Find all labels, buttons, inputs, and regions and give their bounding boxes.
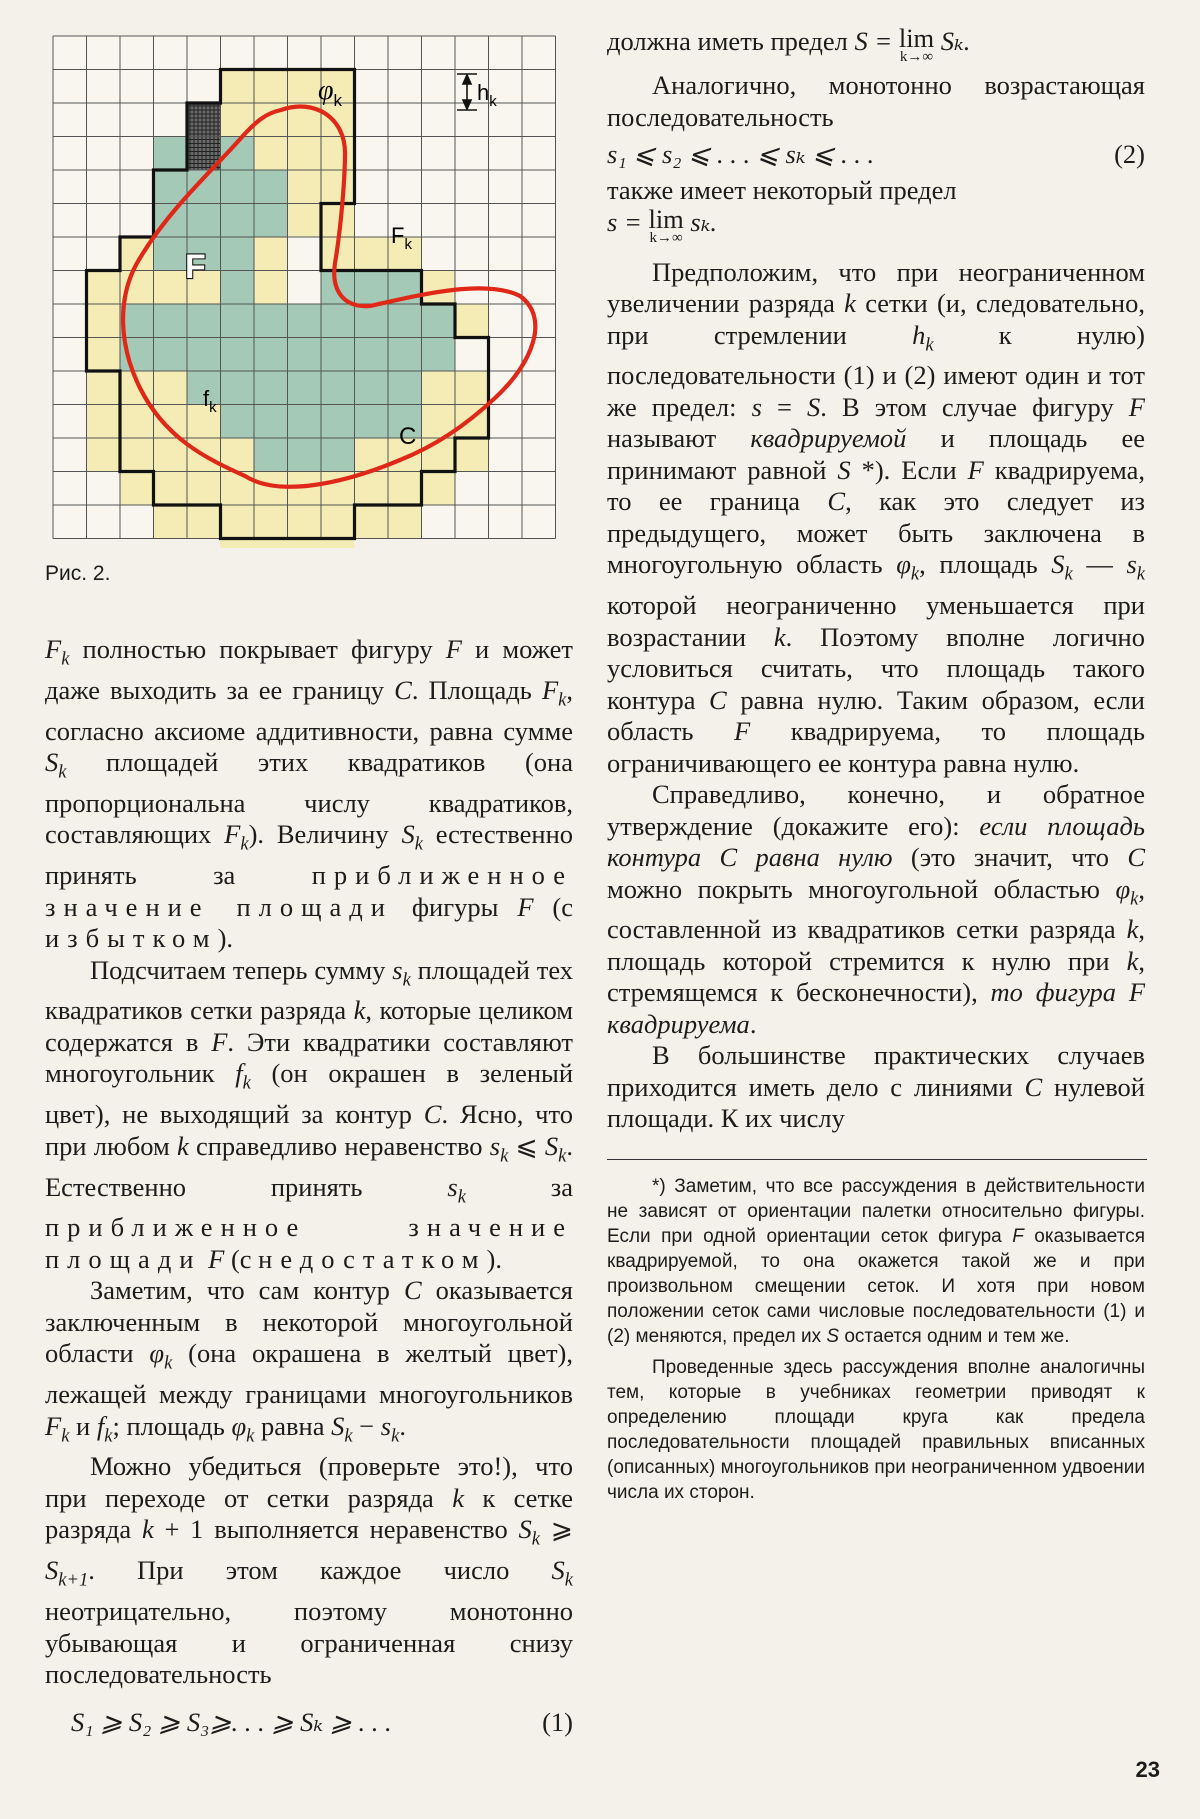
text-segment: k xyxy=(61,648,70,670)
text-segment: k xyxy=(402,968,411,990)
text-segment: можно покрыть многоугольной областью xyxy=(607,873,1116,904)
equation-1-number: (1) xyxy=(542,1706,573,1737)
text-segment: s xyxy=(447,1171,458,1202)
yellow-cell xyxy=(321,137,355,171)
page-number: 23 xyxy=(1135,1757,1160,1782)
text-segment: избытком xyxy=(45,923,218,954)
text-segment: C xyxy=(709,684,727,715)
text-segment: k xyxy=(164,1352,173,1374)
figure-caption: Рис. 2. xyxy=(45,562,111,585)
green-cell xyxy=(355,304,389,338)
green-cell xyxy=(221,304,255,338)
text-segment: φ xyxy=(149,1338,165,1369)
text-segment: s xyxy=(751,391,762,422)
text-segment: за xyxy=(465,1171,573,1202)
text-segment: (он окрашен в зеленый цвет), не выходящий за контур xyxy=(45,1058,574,1130)
footnote xyxy=(607,1174,1145,1349)
text-segment: F xyxy=(224,819,241,850)
label-F: F xyxy=(185,248,206,286)
text-segment: В большинстве практических случаев приходится иметь дело с линиями xyxy=(607,1040,1145,1102)
yellow-cell xyxy=(455,438,489,472)
yellow-cell xyxy=(355,505,389,539)
text: k→∞ xyxy=(899,49,934,65)
text-segment: φ xyxy=(896,549,911,580)
yellow-cell xyxy=(254,505,288,539)
text-segment: . Поэтому вполне логично условиться считать, что площадь такого контура xyxy=(607,621,1145,715)
yellow-cell xyxy=(154,472,188,506)
text-segment: (с xyxy=(533,891,573,922)
yellow-cell xyxy=(187,472,221,506)
text-segment: k xyxy=(452,1482,464,1513)
green-cell xyxy=(288,304,322,338)
text-segment: F xyxy=(517,891,534,922)
text-segment: . xyxy=(399,1410,406,1441)
text-segment: k xyxy=(391,1424,400,1446)
text: sₖ. xyxy=(690,206,718,237)
text-segment: квадрируема, то ее граница xyxy=(607,454,1145,517)
green-cell xyxy=(154,237,188,271)
yellow-cell xyxy=(288,70,322,104)
yellow-cell xyxy=(355,237,389,271)
text-segment: квадрируема, то площадь ограничивающего ее контура равна нулю. xyxy=(607,716,1145,778)
equation-1-formula: S₁ ⩾ S₂ ⩾ S₃⩾. . . ⩾ Sₖ ⩾ . . . xyxy=(71,1706,392,1737)
text-segment: F xyxy=(211,1026,228,1057)
text-segment: f xyxy=(235,1058,243,1089)
green-cell xyxy=(388,371,422,405)
text-segment: k xyxy=(353,995,366,1026)
green-cell xyxy=(288,371,322,405)
green-cell xyxy=(254,371,288,405)
text-segment: k xyxy=(1064,563,1073,585)
right-column xyxy=(607,23,1145,1505)
text-segment: + 1 выполняется неравенство xyxy=(153,1514,519,1545)
text-segment: k xyxy=(344,1424,353,1446)
yellow-cell xyxy=(154,405,188,439)
paragraph-also xyxy=(607,175,1145,245)
yellow-cell xyxy=(221,505,255,539)
text-segment: к сетке разряда xyxy=(45,1482,573,1545)
green-cell xyxy=(254,170,288,204)
text-segment: F xyxy=(967,454,984,485)
equation-2-formula: s₁ ⩽ s₂ ⩽ . . . ⩽ sₖ ⩽ . . . xyxy=(607,139,875,169)
label-F-k: $F_k$ xyxy=(391,223,412,253)
grid-figure xyxy=(45,28,581,548)
text-segment: S xyxy=(807,391,821,422)
yellow-cell xyxy=(321,505,355,539)
text-segment: f xyxy=(96,1410,105,1441)
text-segment: F xyxy=(445,634,462,664)
yellow-cell xyxy=(87,405,121,439)
green-cell xyxy=(355,371,389,405)
text-segment: называют xyxy=(607,423,751,454)
text-segment: F xyxy=(734,716,751,747)
text-segment: k xyxy=(242,1072,251,1094)
green-cell xyxy=(288,405,322,439)
yellow-cell xyxy=(288,204,322,238)
text-segment: F xyxy=(45,1410,62,1441)
green-cell xyxy=(187,204,221,238)
text-segment: (это значит, что xyxy=(892,842,1128,873)
text-segment: равна нулю xyxy=(737,842,893,873)
yellow-cell xyxy=(254,271,288,305)
text-segment: и xyxy=(69,1410,97,1441)
green-cell xyxy=(321,304,355,338)
paragraph xyxy=(45,1275,573,1451)
green-cell xyxy=(288,338,322,372)
green-cell xyxy=(221,237,255,271)
text-segment: ⩽ xyxy=(508,1130,545,1161)
text-segment: s xyxy=(392,954,403,985)
text: также имеет некоторый предел xyxy=(607,175,957,205)
text-segment: полностью покрывает фигуру xyxy=(69,634,446,664)
text-segment: ; площадь xyxy=(112,1410,232,1441)
text: lim xyxy=(898,23,935,53)
text-segment: C xyxy=(423,1099,442,1130)
paragraph xyxy=(45,634,573,955)
text-segment: C xyxy=(1127,842,1145,873)
green-cell xyxy=(221,170,255,204)
green-cell xyxy=(321,371,355,405)
text-segment: C xyxy=(719,842,738,873)
text: Sₖ. xyxy=(940,26,971,56)
text-segment: C xyxy=(394,674,412,705)
text-segment: k xyxy=(58,761,67,783)
text-segment: S xyxy=(837,454,851,485)
limit-line-1 xyxy=(607,23,1145,65)
yellow-cell xyxy=(154,271,188,305)
hatched-cell xyxy=(187,103,221,137)
green-cell xyxy=(355,338,389,372)
text: должна иметь предел xyxy=(607,26,855,56)
text-segment: *). Если xyxy=(850,454,968,485)
yellow-cell xyxy=(87,338,121,372)
text-segment: S xyxy=(551,1555,565,1586)
yellow-cell xyxy=(422,472,456,506)
green-cell xyxy=(154,338,188,372)
text-segment: φ xyxy=(1115,873,1131,904)
green-cell xyxy=(187,304,221,338)
green-cell xyxy=(355,405,389,439)
yellow-cell xyxy=(254,237,288,271)
yellow-cell xyxy=(455,304,489,338)
text-segment: k xyxy=(558,689,567,711)
text-segment: k xyxy=(104,1424,113,1446)
text-segment: k xyxy=(1136,563,1145,585)
text-segment: если площадь контура xyxy=(607,810,1145,873)
yellow-cell xyxy=(87,304,121,338)
text-segment: квадрируемой xyxy=(750,423,907,454)
green-cell xyxy=(321,338,355,372)
text-segment: к нулю) последовательности (1) и (2) имеют один и тот же предел: xyxy=(607,319,1145,422)
text-segment: F xyxy=(1128,977,1145,1008)
text-segment: естественно принять за xyxy=(45,819,574,891)
text-segment: k xyxy=(773,621,786,652)
green-cell xyxy=(321,405,355,439)
text-segment: , которые целиком содержатся в xyxy=(45,995,574,1057)
text-segment: неотрицательно, поэтому монотонно убывающая и ограниченная снизу последовательность xyxy=(45,1596,573,1690)
text-segment: φ xyxy=(231,1410,247,1441)
yellow-cell xyxy=(388,472,422,506)
text-segment: Проведенные здесь рассуждения вполне аналогичны тем, которые в учебниках геометрии приводят к определению площади круга как предела последовательности площадей правильных вписанных (описанных) многоугольников при неограниченном удвоении числа их сторон. xyxy=(607,1356,1145,1503)
text-segment: . Естественно принять xyxy=(45,1130,573,1202)
text: s = xyxy=(607,206,649,237)
text-segment: квадрируема xyxy=(607,1008,750,1039)
text-segment: S xyxy=(45,1555,59,1586)
text-segment: оказывается квадрируемой, то она окажется такой же и при произвольном смещении сеток. И хотя при новом положении сеток сами числовые последовательности (1) и (2) меняются, предел их xyxy=(607,1225,1145,1347)
yellow-cell xyxy=(187,505,221,539)
label-f-k: $f_k$ xyxy=(203,386,217,416)
yellow-cell xyxy=(87,271,121,305)
yellow-cell xyxy=(154,371,188,405)
text-segment: — xyxy=(1072,549,1127,580)
text-segment: k xyxy=(531,1528,541,1550)
text-segment: k xyxy=(844,288,856,318)
lim-operator xyxy=(898,23,935,65)
text-segment: k xyxy=(564,1569,573,1591)
text-segment: Предположим, что при неограниченном увеличении разряда xyxy=(607,256,1145,318)
text-segment: , как это следует из предыдущего, может быть заключена в многоугольную область xyxy=(607,486,1145,580)
text-segment: k xyxy=(910,563,920,585)
text-segment: s xyxy=(1126,549,1137,580)
text-segment: k xyxy=(558,1145,567,1167)
text-segment: , стремящемся к бесконечности), xyxy=(607,945,1145,1008)
green-cell xyxy=(288,438,322,472)
text-segment: площадей этих квадратиков (она пропорциональна числу квадратиков, составляющих xyxy=(45,747,573,850)
text: lim xyxy=(648,203,684,234)
text-segment: ). xyxy=(217,923,234,954)
text-segment: S xyxy=(331,1410,345,1441)
text-segment: k xyxy=(1130,887,1139,909)
text-segment: S xyxy=(518,1514,532,1545)
text-segment: . xyxy=(749,1008,757,1039)
text-segment: k xyxy=(1126,945,1139,976)
text-segment: (с xyxy=(224,1243,259,1274)
text-segment: , составленной из квадратиков сетки разряда xyxy=(607,873,1145,945)
text-segment: S xyxy=(401,819,415,850)
text-segment: и площадь ее принимают равной xyxy=(607,423,1145,485)
paragraph xyxy=(607,1040,1145,1135)
left-column xyxy=(45,28,573,1743)
text-segment: S xyxy=(1051,549,1065,580)
yellow-cell xyxy=(254,137,288,171)
text-segment: оказывается заключенным в некоторой многоугольной области xyxy=(45,1275,573,1369)
yellow-cell xyxy=(154,505,188,539)
yellow-cell xyxy=(288,137,322,171)
paragraph xyxy=(607,779,1145,1040)
text: k→∞ xyxy=(649,229,683,246)
text-segment: . Площадь xyxy=(411,674,542,705)
text-segment: C xyxy=(1024,1071,1043,1102)
green-cell xyxy=(221,271,255,305)
yellow-cell xyxy=(120,405,154,439)
text-segment: которой неограниченно уменьшается при возрастании xyxy=(607,590,1145,652)
label-C: C xyxy=(399,423,417,450)
text-segment: F xyxy=(208,1243,225,1274)
footnote xyxy=(607,1355,1145,1505)
text-segment: ). xyxy=(486,1243,502,1274)
text-segment: ⩾ xyxy=(540,1514,573,1545)
text-segment: F xyxy=(541,674,559,705)
text-segment: (она окрашена в желтый цвет), лежащей между границами многоугольников xyxy=(45,1338,573,1410)
yellow-cell xyxy=(154,438,188,472)
text-segment: k xyxy=(141,1514,154,1545)
text-segment: Подсчитаем теперь сумму xyxy=(90,954,393,985)
text-segment: то фигура xyxy=(990,977,1129,1008)
paragraph-analog: Аналогично, монотонно возрастающая последовательность xyxy=(607,70,1145,132)
yellow-cell xyxy=(120,438,154,472)
text-segment: s xyxy=(380,1410,392,1441)
yellow-cell xyxy=(455,371,489,405)
text-segment: k xyxy=(246,1424,255,1446)
text-segment: − xyxy=(352,1410,381,1441)
footnote-rule xyxy=(607,1159,1147,1160)
text-segment: C xyxy=(827,486,846,517)
text-segment: F xyxy=(1128,391,1145,422)
text-segment: остается одним и тем же. xyxy=(839,1325,1070,1347)
green-cell xyxy=(254,338,288,372)
text-segment: ). Величину xyxy=(248,819,402,850)
text-segment: k+1 xyxy=(58,1569,89,1591)
text-segment: C xyxy=(403,1275,422,1306)
paragraph xyxy=(45,955,573,1276)
green-cell xyxy=(388,338,422,372)
green-cell xyxy=(154,304,188,338)
yellow-cell xyxy=(221,70,255,104)
green-cell xyxy=(221,405,255,439)
yellow-cell xyxy=(321,170,355,204)
text-segment: , площадь которой стремится к нулю при xyxy=(607,914,1145,976)
text-segment: справедливо неравенство xyxy=(188,1130,490,1161)
text: S = xyxy=(854,26,899,56)
text-segment: . При этом каждое число xyxy=(88,1555,552,1586)
yellow-cell xyxy=(288,505,322,539)
yellow-cell xyxy=(87,438,121,472)
yellow-cell xyxy=(120,472,154,506)
green-cell xyxy=(187,338,221,372)
text-segment: и может даже выходить за ее границу xyxy=(45,634,573,705)
text-segment: k xyxy=(500,1145,509,1167)
text-segment: S xyxy=(45,747,59,778)
yellow-cell xyxy=(422,371,456,405)
lim-operator xyxy=(648,203,684,246)
text-segment: h xyxy=(912,319,926,350)
text-segment: k xyxy=(240,833,249,855)
text-segment: Можно убедиться (проверьте это!), что при переходе от сетки разряда xyxy=(45,1451,573,1513)
text-segment: равна нулю. Таким образом, если область xyxy=(607,684,1145,747)
green-cell xyxy=(221,338,255,372)
label-phi-k: $\varphi_k$ xyxy=(318,75,342,110)
text-segment: Заметим, что сам контур xyxy=(90,1275,404,1306)
equation-2-number: (2) xyxy=(1114,139,1145,169)
paragraph xyxy=(607,257,1145,780)
text-segment: . Эти квадратики составляют многоугольник xyxy=(45,1026,573,1089)
paragraph xyxy=(45,1451,573,1690)
yellow-cell xyxy=(388,505,422,539)
text-segment: S xyxy=(544,1130,559,1161)
text-segment: Справедливо, конечно, и обратное утверждение (докажите его): xyxy=(607,779,1145,841)
green-cell xyxy=(321,438,355,472)
text-segment: приближенное значение площади xyxy=(45,1212,573,1274)
label-h-k: $h_k$ xyxy=(477,80,497,110)
green-cell xyxy=(221,204,255,238)
text-segment: приближенное значение площади xyxy=(45,860,573,922)
text-segment: F xyxy=(45,634,62,664)
text-segment: k xyxy=(1126,914,1139,945)
text-segment: = xyxy=(761,391,807,422)
yellow-cell xyxy=(254,70,288,104)
yellow-cell xyxy=(87,371,121,405)
text-segment: k xyxy=(457,1185,466,1207)
green-cell xyxy=(254,405,288,439)
green-cell xyxy=(221,371,255,405)
text-segment: сетки (и, следовательно, при стремлении xyxy=(607,288,1145,350)
green-cell xyxy=(254,204,288,238)
green-cell xyxy=(254,304,288,338)
text-segment: *) Заметим, что все рассуждения в действительности не зависят от ориентации палетки относительно фигуры. Если при одной ориентации сеток фигура xyxy=(607,1175,1145,1247)
text-segment: равна xyxy=(254,1410,332,1441)
text-segment: , согласно аксиоме аддитивности, равна сумме xyxy=(45,674,573,746)
text-segment: фигуры xyxy=(392,891,518,922)
text-segment: s xyxy=(489,1130,501,1161)
green-cell xyxy=(422,304,456,338)
text-segment: . Ясно, что при любом xyxy=(45,1099,573,1161)
text-segment: k xyxy=(414,833,423,855)
text-segment: площадей тех квадратиков сетки разряда xyxy=(45,954,573,1026)
green-cell xyxy=(254,438,288,472)
text-segment: k xyxy=(61,1424,70,1446)
green-cell xyxy=(154,170,188,204)
equation-2 xyxy=(607,137,1145,171)
green-cell xyxy=(355,271,389,305)
text-segment: F xyxy=(1012,1225,1024,1247)
text-segment: S xyxy=(826,1325,840,1347)
green-cell xyxy=(154,137,188,171)
text-segment: k xyxy=(925,333,934,355)
text-segment: . В этом случае фигуру xyxy=(820,391,1129,422)
footnotes xyxy=(607,1174,1145,1505)
yellow-cell xyxy=(288,170,322,204)
text-segment: k xyxy=(177,1130,189,1161)
text-segment: , площадь xyxy=(919,549,1052,580)
green-cell xyxy=(422,338,456,372)
green-cell xyxy=(388,304,422,338)
yellow-cell xyxy=(422,271,456,305)
text-segment: нулевой площади. К их числу xyxy=(607,1071,1145,1134)
equation-1 xyxy=(45,1705,573,1739)
text-segment: недостатком xyxy=(258,1243,487,1274)
